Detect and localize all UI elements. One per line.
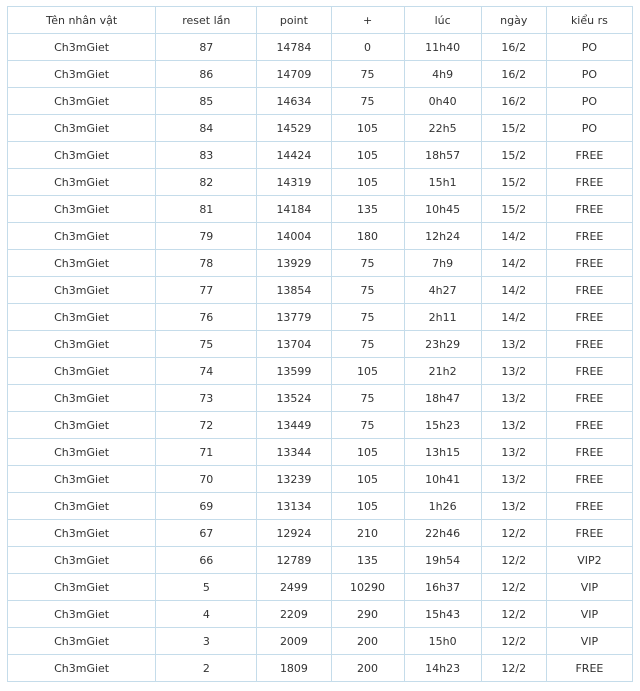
cell-time: 4h9 [404,61,481,88]
cell-plus: 75 [331,250,404,277]
cell-plus: 290 [331,601,404,628]
reset-history-table [7,6,633,682]
cell-character-name: Ch3mGiet [8,628,156,655]
cell-point: 14634 [257,88,331,115]
cell-time: 10h41 [404,466,481,493]
cell-reset-type: FREE [546,385,632,412]
table-row [8,34,633,61]
cell-date: 13/2 [481,466,546,493]
cell-character-name: Ch3mGiet [8,358,156,385]
cell-date: 14/2 [481,250,546,277]
cell-character-name: Ch3mGiet [8,115,156,142]
cell-time: 11h40 [404,34,481,61]
cell-character-name: Ch3mGiet [8,196,156,223]
cell-reset-count: 5 [156,574,257,601]
cell-date: 16/2 [481,61,546,88]
cell-reset-type: FREE [546,250,632,277]
cell-date: 13/2 [481,439,546,466]
cell-time: 23h29 [404,331,481,358]
cell-plus: 75 [331,61,404,88]
cell-point: 14424 [257,142,331,169]
cell-point: 14784 [257,34,331,61]
cell-date: 15/2 [481,169,546,196]
cell-plus: 135 [331,196,404,223]
cell-time: 21h2 [404,358,481,385]
cell-point: 12789 [257,547,331,574]
cell-reset-type: VIP [546,601,632,628]
cell-date: 13/2 [481,412,546,439]
cell-reset-type: PO [546,34,632,61]
cell-time: 18h47 [404,385,481,412]
table-row [8,304,633,331]
cell-reset-count: 82 [156,169,257,196]
cell-reset-type: FREE [546,358,632,385]
cell-plus: 75 [331,304,404,331]
cell-date: 12/2 [481,628,546,655]
cell-plus: 200 [331,628,404,655]
cell-reset-count: 75 [156,331,257,358]
cell-character-name: Ch3mGiet [8,331,156,358]
cell-date: 15/2 [481,142,546,169]
cell-time: 18h57 [404,142,481,169]
cell-plus: 180 [331,223,404,250]
cell-reset-type: PO [546,61,632,88]
cell-plus: 0 [331,34,404,61]
cell-character-name: Ch3mGiet [8,466,156,493]
cell-reset-count: 3 [156,628,257,655]
cell-reset-count: 73 [156,385,257,412]
cell-reset-type: FREE [546,493,632,520]
cell-reset-type: FREE [546,169,632,196]
cell-character-name: Ch3mGiet [8,547,156,574]
table-row [8,547,633,574]
cell-point: 13929 [257,250,331,277]
cell-character-name: Ch3mGiet [8,250,156,277]
header-reset-type: kiểu rs [546,7,632,34]
cell-reset-count: 72 [156,412,257,439]
table-row [8,655,633,682]
cell-reset-type: FREE [546,277,632,304]
cell-reset-count: 86 [156,61,257,88]
cell-character-name: Ch3mGiet [8,277,156,304]
cell-date: 12/2 [481,520,546,547]
cell-plus: 105 [331,358,404,385]
cell-time: 15h43 [404,601,481,628]
table-row [8,493,633,520]
cell-plus: 75 [331,331,404,358]
cell-character-name: Ch3mGiet [8,61,156,88]
cell-point: 2209 [257,601,331,628]
cell-character-name: Ch3mGiet [8,223,156,250]
cell-reset-count: 71 [156,439,257,466]
table-row [8,277,633,304]
cell-point: 13854 [257,277,331,304]
cell-reset-type: PO [546,88,632,115]
cell-reset-count: 76 [156,304,257,331]
cell-point: 12924 [257,520,331,547]
cell-reset-type: VIP2 [546,547,632,574]
table-header-row [8,7,633,34]
cell-reset-type: FREE [546,655,632,682]
table-row [8,385,633,412]
cell-reset-type: FREE [546,412,632,439]
table-row [8,601,633,628]
cell-plus: 75 [331,385,404,412]
cell-date: 12/2 [481,574,546,601]
cell-point: 14709 [257,61,331,88]
cell-time: 0h40 [404,88,481,115]
cell-plus: 105 [331,466,404,493]
table-row [8,196,633,223]
cell-point: 14004 [257,223,331,250]
cell-time: 16h37 [404,574,481,601]
cell-date: 15/2 [481,196,546,223]
cell-character-name: Ch3mGiet [8,169,156,196]
cell-reset-type: FREE [546,331,632,358]
cell-time: 22h46 [404,520,481,547]
cell-date: 16/2 [481,88,546,115]
cell-reset-count: 66 [156,547,257,574]
cell-time: 7h9 [404,250,481,277]
cell-reset-count: 70 [156,466,257,493]
table-row [8,169,633,196]
cell-plus: 10290 [331,574,404,601]
cell-reset-type: VIP [546,574,632,601]
cell-date: 16/2 [481,34,546,61]
cell-character-name: Ch3mGiet [8,34,156,61]
cell-time: 22h5 [404,115,481,142]
cell-date: 13/2 [481,358,546,385]
table-row [8,115,633,142]
table-row [8,520,633,547]
cell-reset-type: FREE [546,439,632,466]
cell-point: 13134 [257,493,331,520]
cell-time: 14h23 [404,655,481,682]
cell-time: 1h26 [404,493,481,520]
cell-date: 14/2 [481,277,546,304]
cell-plus: 75 [331,412,404,439]
header-point: point [257,7,331,34]
header-time: lúc [404,7,481,34]
cell-reset-count: 78 [156,250,257,277]
cell-date: 14/2 [481,304,546,331]
cell-time: 10h45 [404,196,481,223]
cell-character-name: Ch3mGiet [8,88,156,115]
cell-reset-type: FREE [546,466,632,493]
cell-time: 15h23 [404,412,481,439]
cell-reset-count: 4 [156,601,257,628]
cell-point: 13704 [257,331,331,358]
cell-character-name: Ch3mGiet [8,655,156,682]
cell-reset-count: 67 [156,520,257,547]
cell-point: 13779 [257,304,331,331]
cell-point: 13599 [257,358,331,385]
table-row [8,88,633,115]
cell-plus: 210 [331,520,404,547]
cell-reset-count: 79 [156,223,257,250]
cell-character-name: Ch3mGiet [8,574,156,601]
cell-character-name: Ch3mGiet [8,493,156,520]
table-row [8,358,633,385]
table-row [8,331,633,358]
cell-time: 4h27 [404,277,481,304]
cell-character-name: Ch3mGiet [8,142,156,169]
cell-plus: 135 [331,547,404,574]
cell-date: 15/2 [481,115,546,142]
cell-reset-type: FREE [546,196,632,223]
cell-date: 13/2 [481,331,546,358]
cell-date: 14/2 [481,223,546,250]
cell-plus: 105 [331,115,404,142]
cell-plus: 75 [331,88,404,115]
table-row [8,466,633,493]
cell-point: 13524 [257,385,331,412]
cell-character-name: Ch3mGiet [8,304,156,331]
cell-time: 19h54 [404,547,481,574]
cell-date: 13/2 [481,385,546,412]
cell-character-name: Ch3mGiet [8,385,156,412]
header-plus: + [331,7,404,34]
cell-plus: 105 [331,493,404,520]
cell-character-name: Ch3mGiet [8,520,156,547]
cell-character-name: Ch3mGiet [8,412,156,439]
cell-reset-type: FREE [546,142,632,169]
cell-character-name: Ch3mGiet [8,439,156,466]
cell-point: 14529 [257,115,331,142]
cell-time: 2h11 [404,304,481,331]
cell-time: 15h1 [404,169,481,196]
table-row [8,142,633,169]
cell-reset-count: 87 [156,34,257,61]
cell-point: 13449 [257,412,331,439]
cell-reset-count: 77 [156,277,257,304]
table-row [8,250,633,277]
cell-point: 14319 [257,169,331,196]
cell-time: 13h15 [404,439,481,466]
cell-reset-count: 81 [156,196,257,223]
cell-point: 14184 [257,196,331,223]
cell-reset-count: 85 [156,88,257,115]
table-row [8,412,633,439]
cell-time: 15h0 [404,628,481,655]
cell-point: 13344 [257,439,331,466]
table-body [8,34,633,682]
cell-plus: 105 [331,169,404,196]
header-character-name: Tên nhân vật [8,7,156,34]
cell-date: 12/2 [481,547,546,574]
cell-point: 1809 [257,655,331,682]
cell-plus: 105 [331,439,404,466]
cell-date: 12/2 [481,655,546,682]
cell-point: 2499 [257,574,331,601]
cell-reset-type: PO [546,115,632,142]
cell-reset-count: 74 [156,358,257,385]
cell-point: 13239 [257,466,331,493]
table-row [8,223,633,250]
cell-character-name: Ch3mGiet [8,601,156,628]
cell-reset-count: 83 [156,142,257,169]
cell-date: 12/2 [481,601,546,628]
cell-plus: 105 [331,142,404,169]
table-row [8,628,633,655]
cell-reset-type: FREE [546,304,632,331]
cell-reset-count: 69 [156,493,257,520]
cell-reset-count: 84 [156,115,257,142]
cell-reset-type: FREE [546,223,632,250]
header-date: ngày [481,7,546,34]
cell-date: 13/2 [481,493,546,520]
cell-reset-type: FREE [546,520,632,547]
table-row [8,439,633,466]
cell-plus: 75 [331,277,404,304]
table-row [8,574,633,601]
cell-reset-type: VIP [546,628,632,655]
header-reset-count: reset lần [156,7,257,34]
cell-reset-count: 2 [156,655,257,682]
cell-time: 12h24 [404,223,481,250]
cell-point: 2009 [257,628,331,655]
table-row [8,61,633,88]
cell-plus: 200 [331,655,404,682]
